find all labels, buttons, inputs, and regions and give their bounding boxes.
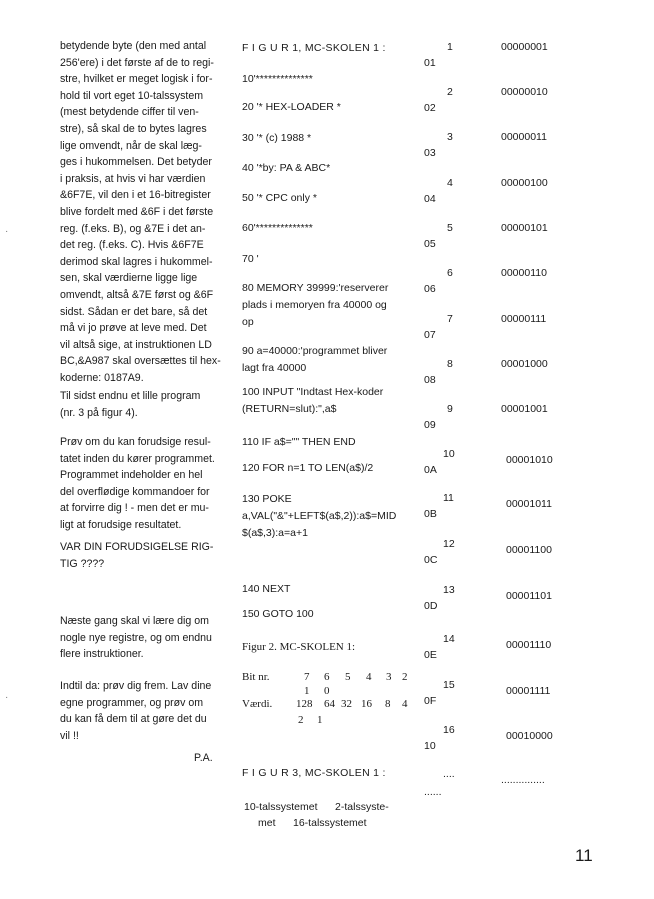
decimal-value: 2 bbox=[447, 86, 453, 98]
bit-number: 0 bbox=[324, 685, 330, 697]
text-line: (nr. 3 på figur 4). bbox=[60, 406, 138, 419]
text-line: du kan få dem til at gøre det du bbox=[60, 713, 207, 726]
hex-value: 0D bbox=[424, 600, 438, 612]
text-line: &6F7E, vil den i et 16-bitregister bbox=[60, 189, 211, 202]
text-line: stre, hvilket er meget logisk i for- bbox=[60, 73, 213, 86]
text-line: Næste gang skal vi lære dig om bbox=[60, 615, 209, 627]
text-line: Prøv om du kan forudsige resul- bbox=[60, 436, 211, 448]
program-line: 10'************** bbox=[242, 73, 313, 85]
binary-value: 00001111 bbox=[506, 685, 551, 697]
text-line: ges i hukommelsen. Det betyder bbox=[60, 156, 212, 169]
hex-value: 0E bbox=[424, 649, 437, 661]
decimal-value: 3 bbox=[447, 131, 453, 143]
decimal-value: .... bbox=[443, 768, 455, 780]
paragraph-6 bbox=[60, 678, 211, 744]
text-line: omvendt, altså &7E først og &6F bbox=[60, 288, 214, 301]
decimal-value: 12 bbox=[443, 538, 455, 550]
hex-value: 04 bbox=[424, 193, 436, 205]
text-line: Indtil da: prøv dig frem. Lav dine bbox=[60, 680, 212, 692]
text-line: tatet inden du kører programmet. bbox=[60, 452, 215, 465]
bit-value: 128 bbox=[296, 698, 313, 710]
hex-value: 0B bbox=[424, 508, 437, 520]
program-line: lagt fra 40000 bbox=[242, 362, 307, 374]
bit-value: 2 bbox=[298, 714, 304, 726]
decimal-value: 14 bbox=[443, 633, 455, 645]
decimal-value: 4 bbox=[447, 177, 453, 189]
binary-value: 00001110 bbox=[506, 639, 552, 651]
bit-value: 64 bbox=[324, 698, 335, 710]
signature: P.A. bbox=[194, 752, 213, 764]
hex-value: 06 bbox=[424, 283, 436, 295]
text-line: Til sidst endnu et lille program bbox=[60, 390, 201, 402]
decimal-value: 5 bbox=[447, 222, 453, 234]
program-line: 70 ' bbox=[242, 253, 259, 265]
program-line: 140 NEXT bbox=[242, 583, 291, 595]
binary-value: 00000111 bbox=[501, 313, 547, 325]
binary-value: 00001101 bbox=[506, 590, 552, 602]
text-line: BC,&A987 skal oversættes til hex- bbox=[60, 355, 221, 368]
text-line: ligt at forudsige resultatet. bbox=[60, 518, 182, 531]
decimal-value: 10 bbox=[443, 448, 455, 460]
text-line: flere instruktioner. bbox=[60, 648, 144, 661]
hex-value: 08 bbox=[424, 374, 436, 386]
text-line: egne programmer, og prøv om bbox=[60, 696, 204, 709]
paragraph-4 bbox=[60, 539, 213, 572]
text-line: i praksis, at hvis vi har værdien bbox=[60, 172, 206, 185]
binary-value: 00000101 bbox=[501, 222, 548, 234]
text-line: derimod skal lagres i hukommel- bbox=[60, 255, 213, 268]
text-line: blive fordelt med &6F i det første bbox=[60, 205, 214, 218]
hex-value: 09 bbox=[424, 419, 436, 431]
program-line: 100 INPUT "Indtast Hex-koder bbox=[242, 386, 384, 398]
bit-number: 2 bbox=[402, 671, 408, 683]
decimal-value: 15 bbox=[443, 679, 455, 691]
program-line: (RETURN=slut):",a$ bbox=[242, 403, 337, 415]
binary-value: 00000110 bbox=[501, 267, 547, 279]
program-line: 60'************** bbox=[242, 222, 313, 234]
text-line: at forvirre dig ! - men det er mu- bbox=[60, 502, 209, 515]
decimal-value: 1 bbox=[447, 41, 453, 53]
program-line: 110 IF a$="" THEN END bbox=[242, 436, 356, 448]
bit-number: 5 bbox=[345, 671, 351, 683]
hex-value: 01 bbox=[424, 57, 436, 69]
decimal-value: 8 bbox=[447, 358, 453, 370]
program-line: 120 FOR n=1 TO LEN(a$)/2 bbox=[242, 462, 374, 474]
bit-number: 4 bbox=[366, 671, 372, 683]
binary-value: 00001100 bbox=[506, 544, 552, 556]
bit-number: 1 bbox=[304, 685, 310, 697]
bit-number: 6 bbox=[324, 671, 330, 683]
text-line: må vi jo prøve at leve med. Det bbox=[60, 322, 207, 335]
text-line: koderne: 0187A9. bbox=[60, 371, 144, 384]
paragraph-3 bbox=[60, 434, 215, 534]
paragraph-5 bbox=[60, 613, 212, 663]
bit-value: 1 bbox=[317, 714, 323, 726]
margin-mark: · bbox=[5, 692, 9, 703]
decimal-value: 16 bbox=[443, 724, 455, 736]
text-line: VAR DIN FORUDSIGELSE RIG- bbox=[60, 541, 214, 553]
binary-value: 00001000 bbox=[501, 358, 548, 370]
program-line: a,VAL("&"+LEFT$(a$,2)):a$=MID bbox=[242, 510, 397, 522]
hex-value: 07 bbox=[424, 329, 436, 341]
binary-value: 00000011 bbox=[501, 131, 547, 143]
decimal-value: 7 bbox=[447, 313, 453, 325]
program-line: op bbox=[242, 316, 254, 328]
text-line: vil altså sige, at instruktionen LD bbox=[60, 338, 212, 351]
text-line: stre), så skal de to bytes lagres bbox=[60, 122, 207, 135]
text-line: det reg. (f.eks. C). Hvis &6F7E bbox=[60, 239, 204, 252]
bit-value: 16 bbox=[361, 698, 372, 710]
program-line: 50 '* CPC only * bbox=[242, 192, 317, 204]
hex-value: 0C bbox=[424, 554, 438, 566]
text-line: Programmet indeholder en hel bbox=[60, 469, 203, 482]
program-line: 40 '*by: PA & ABC* bbox=[242, 162, 331, 174]
figure2-heading: Figur 2. MC-SKOLEN 1: bbox=[242, 641, 356, 653]
binary-value: 00000001 bbox=[501, 41, 548, 53]
text-line: nogle nye registre, og om endnu bbox=[60, 631, 212, 644]
paragraph-2 bbox=[60, 388, 200, 421]
bit-value: 8 bbox=[385, 698, 391, 710]
binary-value: 00000100 bbox=[501, 177, 548, 189]
text-line: betydende byte (den med antal bbox=[60, 40, 207, 52]
program-line: 20 '* HEX-LOADER * bbox=[242, 101, 341, 113]
program-line: $(a$,3):a=a+1 bbox=[242, 527, 308, 539]
hex-value: 0A bbox=[424, 464, 437, 476]
figure2-bit-label: Bit nr. bbox=[242, 671, 270, 683]
text-line: 256'ere) i det første af de to regi- bbox=[60, 56, 214, 69]
program-line: 30 '* (c) 1988 * bbox=[242, 132, 312, 144]
binary-value: 00000010 bbox=[501, 86, 548, 98]
binary-value: 00001010 bbox=[506, 454, 553, 466]
text-line: reg. (f.eks. B), og &7E i det an- bbox=[60, 222, 206, 235]
binary-value: 00001001 bbox=[501, 403, 548, 415]
binary-value: 00010000 bbox=[506, 730, 553, 742]
text-line: TIG ???? bbox=[60, 557, 105, 570]
page-number: 11 bbox=[575, 846, 593, 865]
hex-value: 03 bbox=[424, 147, 436, 159]
text-line: vil !! bbox=[60, 729, 79, 742]
binary-value: ............... bbox=[501, 774, 545, 786]
figure3-column-headers: 10-talssystemet 2-talssyste- bbox=[244, 801, 389, 813]
bit-number: 3 bbox=[386, 671, 392, 683]
decimal-value: 13 bbox=[443, 584, 455, 596]
program-line: 90 a=40000:'programmet bliver bbox=[242, 345, 388, 357]
decimal-value: 6 bbox=[447, 267, 453, 279]
hex-value: 0F bbox=[424, 695, 437, 707]
figure3-heading: F I G U R 3, MC-SKOLEN 1 : bbox=[242, 767, 386, 779]
bit-value: 4 bbox=[402, 698, 408, 710]
text-line: lige omvendt, når de skal læg- bbox=[60, 139, 202, 152]
hex-value: 10 bbox=[424, 740, 436, 752]
paragraph-1 bbox=[60, 38, 221, 386]
figure2-value-label: Værdi. bbox=[242, 698, 273, 710]
hex-value: ...... bbox=[424, 786, 442, 798]
decimal-value: 9 bbox=[447, 403, 453, 415]
text-line: hold til vort eget 10-talssystem bbox=[60, 89, 204, 102]
bit-value: 32 bbox=[341, 698, 352, 710]
decimal-value: 11 bbox=[443, 492, 454, 504]
bit-number: 7 bbox=[304, 671, 310, 683]
figure1-heading: F I G U R 1, MC-SKOLEN 1 : bbox=[242, 42, 386, 54]
program-line: 130 POKE bbox=[242, 493, 292, 505]
program-line: 150 GOTO 100 bbox=[242, 608, 314, 620]
binary-value: 00001011 bbox=[506, 498, 552, 510]
text-line: (mest betydende ciffer til ven- bbox=[60, 106, 199, 119]
text-line: sen, skal værdierne ligge lige bbox=[60, 272, 198, 285]
hex-value: 02 bbox=[424, 102, 436, 114]
program-line: plads i memoryen fra 40000 og bbox=[242, 299, 387, 311]
hex-value: 05 bbox=[424, 238, 436, 250]
figure3-column-headers-cont: met 16-talssystemet bbox=[258, 817, 367, 829]
text-line: sidst. Sådan er det bare, så det bbox=[60, 305, 208, 318]
text-line: del overflødige kommandoer for bbox=[60, 485, 210, 498]
program-line: 80 MEMORY 39999:'reserverer bbox=[242, 282, 389, 294]
margin-mark: · bbox=[5, 226, 9, 237]
